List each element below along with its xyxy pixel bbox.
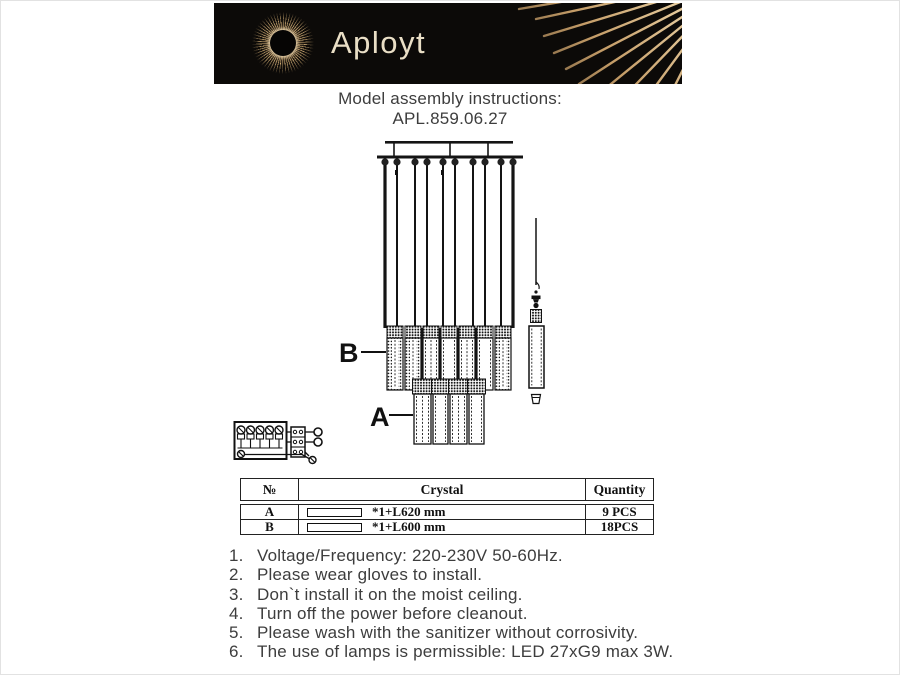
heading	[0, 89, 900, 128]
item-number: 2.	[229, 565, 244, 585]
item-number: 3.	[229, 584, 244, 604]
chandelier-assembly-diagram	[330, 135, 580, 465]
lower-crystal-tubes	[413, 379, 486, 444]
col-header-quantity: Quantity	[585, 479, 653, 500]
item-number: 6.	[229, 642, 244, 662]
crystal-tube-icon	[307, 508, 362, 517]
row-b-crystal-text: *1+L600 mm	[372, 520, 446, 534]
row-b-crystal	[298, 520, 585, 534]
sunburst-logo-icon	[252, 12, 314, 74]
row-a-no: A	[264, 505, 275, 519]
list-item	[229, 604, 699, 623]
item-text: Please wear gloves to install.	[257, 565, 483, 585]
parts-table	[240, 478, 654, 535]
table-row	[241, 519, 653, 534]
list-item	[229, 623, 699, 642]
part-label-a: A	[370, 402, 390, 432]
item-number: 4.	[229, 603, 244, 623]
ceiling-mount	[377, 141, 523, 159]
list-item	[229, 585, 699, 604]
row-a-quantity: 9 PCS	[585, 505, 653, 519]
col-header-no: №	[262, 481, 277, 497]
parts-table-body	[240, 504, 654, 535]
table-row	[241, 505, 653, 519]
parts-table-header	[240, 478, 654, 501]
col-header-crystal: Crystal	[298, 479, 585, 500]
row-b-quantity: 18PCS	[585, 520, 653, 534]
model-number: APL.859.06.27	[392, 108, 508, 128]
crystal-tube-icon	[307, 523, 362, 532]
item-text: The use of lamps is permissible: LED 27xG9 max 3W.	[257, 642, 674, 662]
row-a-crystal	[298, 505, 585, 519]
brand-name: Aployt	[331, 25, 427, 60]
suspension-rods	[381, 158, 516, 328]
list-item	[229, 642, 699, 661]
list-item	[229, 565, 699, 584]
item-text: Voltage/Frequency: 220-230V 50-60Hz.	[257, 546, 563, 565]
item-text: Don`t install it on the moist ceiling.	[257, 584, 523, 604]
single-tube-detail	[529, 218, 544, 404]
brand-banner	[214, 3, 682, 84]
heading-title: Model assembly instructions:	[338, 89, 562, 108]
row-a-crystal-text: *1+L620 mm	[372, 505, 446, 519]
list-item	[229, 546, 699, 565]
item-number: 5.	[229, 623, 244, 643]
part-label-b: B	[339, 338, 359, 368]
wiring-terminal-diagram	[228, 415, 333, 467]
item-text: Turn off the power before cleanout.	[257, 603, 528, 623]
item-text: Please wash with the sanitizer without corrosivity.	[257, 623, 639, 643]
row-b-no: B	[265, 520, 274, 534]
instructions-list	[229, 546, 699, 662]
item-number: 1.	[229, 546, 244, 565]
